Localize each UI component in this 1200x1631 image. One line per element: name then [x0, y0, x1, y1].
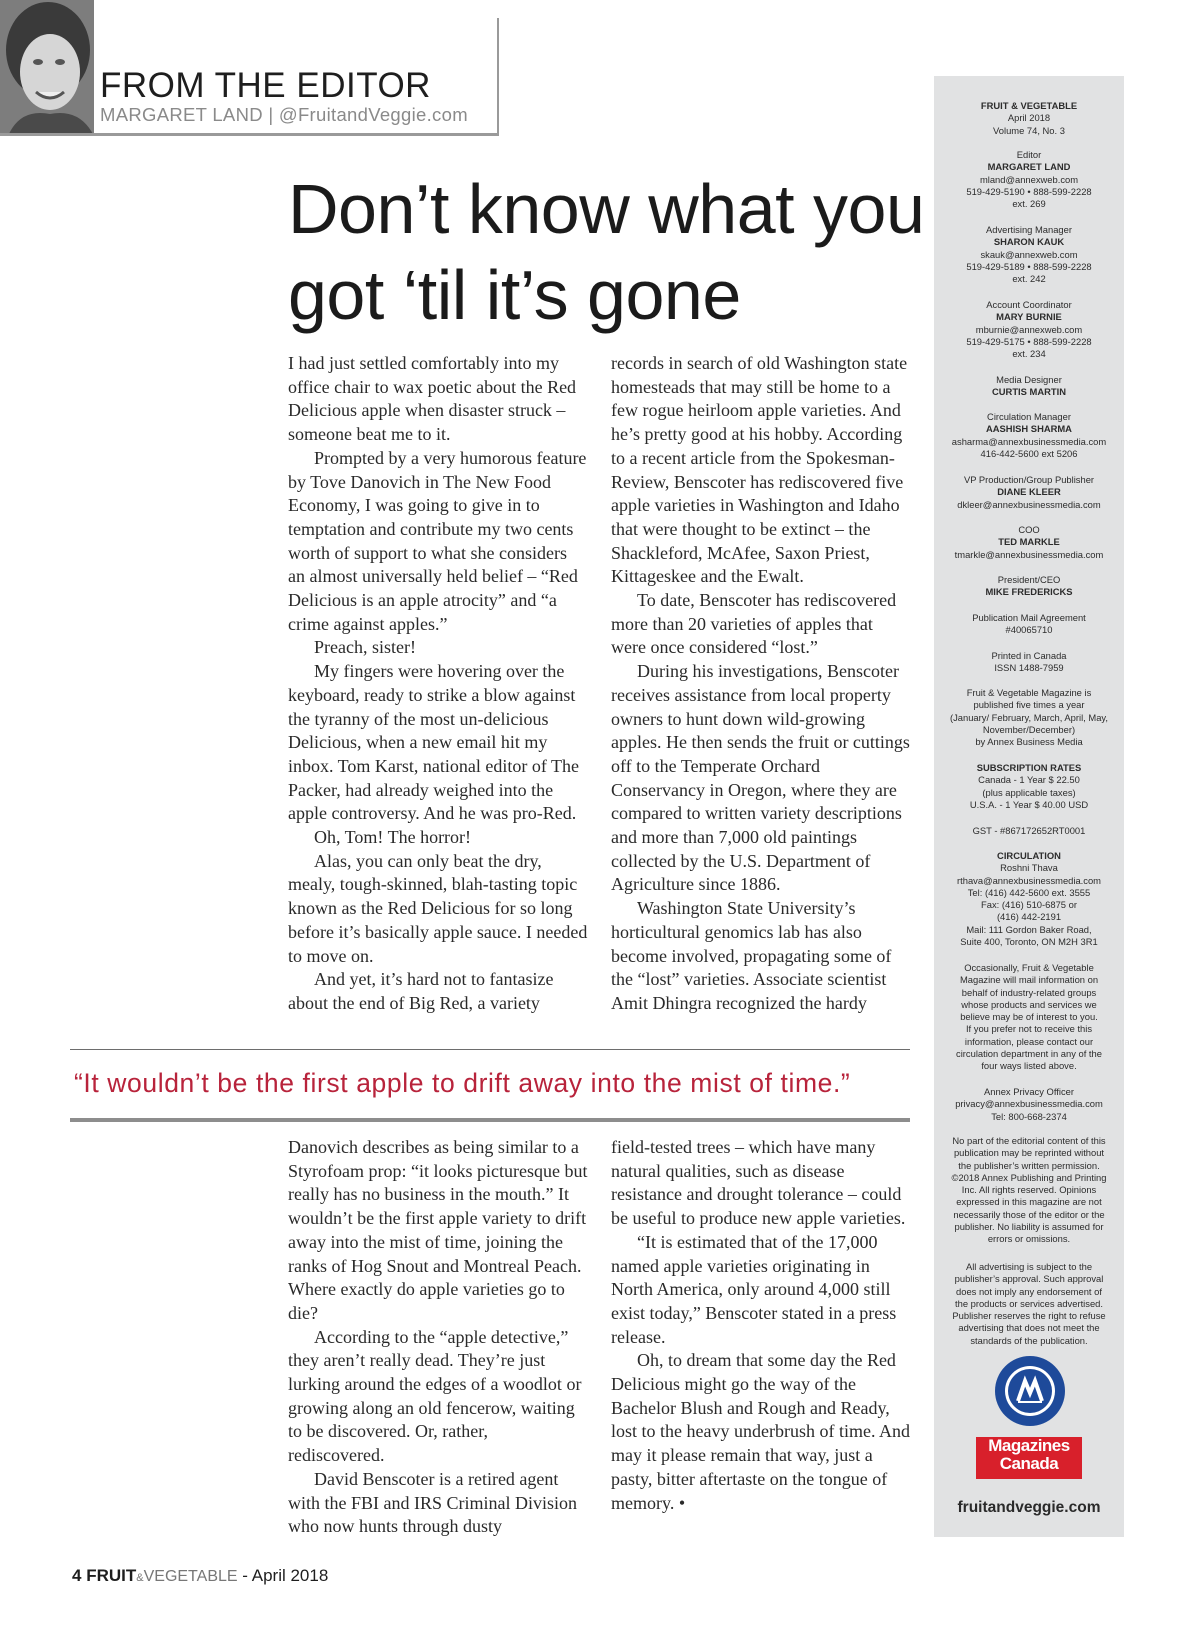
masthead-line: believe may be of interest to you.	[960, 1011, 1098, 1023]
masthead-gst: GST - #867172652RT0001	[972, 825, 1086, 836]
footer-brand-amp: &	[136, 1572, 144, 1584]
masthead-line: Inc. All rights reserved. Opinions	[961, 1184, 1097, 1196]
masthead-media-designer	[934, 374, 1124, 399]
footer-brand: FRUIT	[86, 1566, 137, 1585]
masthead-email: mland@annexweb.com	[979, 173, 1079, 185]
masthead-email: tmarkle@annexbusinessmedia.com	[954, 548, 1104, 560]
masthead-line: Suite 400, Toronto, ON M2H 3R1	[960, 936, 1098, 948]
masthead-person: MARGARET LAND	[987, 161, 1071, 173]
masthead-person: MARY BURNIE	[996, 311, 1062, 323]
masthead-account-coordinator	[934, 299, 1124, 360]
masthead-line: necessarily those of the editor or the	[953, 1208, 1105, 1220]
masthead-pub-name: FRUIT & VEGETABLE	[980, 100, 1078, 111]
masthead-line: ©2018 Annex Publishing and Printing	[951, 1171, 1107, 1183]
masthead-publication	[934, 100, 1124, 137]
editor-portrait	[0, 0, 94, 136]
article-paragraph: My fingers were hovering over the keyboard, ready to strike a blow against the tyranny of the most un-delicious Delicious, when a new email hit my inbox. Tom Karst, national editor of The Packer, had already weighed into the apple controversy. And he was pro-Red.	[288, 661, 580, 824]
pull-quote: “It wouldn’t be the first apple to drift away into the mist of time.”	[74, 1068, 851, 1098]
masthead-advertising	[934, 1261, 1124, 1347]
article-paragraph: To date, Benscoter has rediscovered more than 20 varieties of apples that were once considered “lost.”	[611, 590, 897, 658]
article-paragraph: Washington State University’s horticultural genomics lab has also become involved, propagating some of the “lost” varieties. Associate scientist Amit Dhingra recognized the hardy	[611, 898, 892, 1013]
article-paragraph: “It is estimated that of the 17,000 named apple varieties originating in North America, only around 4,000 still exist today,” Benscoter stated in a press release.	[611, 1231, 897, 1347]
masthead-email: mburnie@annexweb.com	[975, 323, 1083, 335]
masthead-subheading: CIRCULATION	[997, 850, 1061, 861]
masthead-line: whose products and services we	[961, 998, 1097, 1010]
article-headline: Don’t know what you got ‘til it’s gone	[288, 170, 925, 334]
masthead-email: skauk@annexweb.com	[980, 248, 1078, 260]
website-url[interactable]: fruitandveggie.com	[957, 1499, 1101, 1516]
masthead-line: Magazine will mail information on	[959, 974, 1099, 986]
article-paragraph: According to the “apple detective,” they aren’t really dead. They’re just lurking around the edges of a woodlot or growing along an old fencerow, waiting to be discovered. Or, rather, rediscovered.	[288, 1326, 582, 1466]
masthead-volume: Volume 74, No. 3	[993, 124, 1065, 136]
masthead-person: SHARON KAUK	[993, 236, 1065, 248]
masthead-phone: 519-429-5175 • 888-599-2228	[966, 335, 1092, 347]
masthead-phone: 519-429-5190 • 888-599-2228	[966, 185, 1092, 197]
masthead-circulation	[934, 850, 1124, 948]
article-paragraph: Alas, you can only beat the dry, mealy, tough-skinned, blah-tasting topic known as the Red Delicious for so long before it’s basically apple sauce. I needed to move on.	[288, 850, 588, 966]
masthead-person: DIANE KLEER	[997, 486, 1061, 498]
page-footer	[72, 1566, 328, 1586]
masthead-line: (416) 442-2191	[996, 911, 1062, 923]
masthead-role: Media Designer	[996, 374, 1062, 385]
masthead-printed	[934, 650, 1124, 675]
article-paragraph: And yet, it’s hard not to fantasize about the end of Big Red, a variety	[288, 969, 554, 1013]
masthead-privacy	[934, 1086, 1124, 1123]
masthead-line: (plus applicable taxes)	[982, 786, 1076, 798]
article-paragraph: Prompted by a very humorous feature by Tove Danovich in The New Food Economy, I was going to give in to temptation and contribute my two cents worth of support to what she considers an almost universally held belief – “Red Delicious is an apple atrocity” and “a crime against apples.”	[288, 447, 587, 634]
article-paragraph: Preach, sister!	[314, 637, 416, 658]
masthead-role: Advertising Manager	[986, 224, 1072, 235]
masthead-line: information, please contact our	[964, 1035, 1094, 1047]
masthead-phone: 519-429-5189 • 888-599-2228	[966, 260, 1092, 272]
masthead-phone: 416-442-5600 ext 5206	[980, 447, 1078, 459]
masthead-line: publisher’s approval. Such approval	[954, 1273, 1104, 1285]
masthead-line: Fax: (416) 510-6875 or	[981, 899, 1077, 911]
masthead-role: Editor	[1016, 149, 1042, 160]
masthead-published	[934, 687, 1124, 748]
masthead-president	[934, 574, 1124, 599]
masthead-email: dkleer@annexbusinessmedia.com	[957, 498, 1101, 510]
masthead-line: Annex Privacy Officer	[984, 1086, 1074, 1097]
masthead-line: standards of the publication.	[970, 1334, 1088, 1346]
masthead-line: circulation department in any of the	[956, 1048, 1102, 1060]
masthead-line: behalf of industry-related groups	[961, 986, 1097, 998]
aam-certified-seal-icon	[994, 1355, 1066, 1427]
masthead-line: expressed in this magazine are not	[956, 1196, 1102, 1208]
footer-brand-second: VEGETABLE	[143, 1568, 238, 1585]
masthead-line: publication may be reprinted without	[953, 1147, 1105, 1159]
masthead-line: U.S.A. - 1 Year $ 40.00 USD	[969, 798, 1089, 810]
page-number: 4	[72, 1566, 82, 1585]
masthead-coo	[934, 524, 1124, 561]
masthead-ext: ext. 234	[1012, 348, 1046, 360]
masthead-line: does not imply any endorsement of	[956, 1285, 1102, 1297]
masthead-role: VP Production/Group Publisher	[963, 474, 1095, 485]
masthead-issue-date: April 2018	[1007, 112, 1051, 124]
masthead-ext: ext. 269	[1012, 198, 1046, 210]
article-column-1	[288, 352, 588, 1016]
article-paragraph: records in search of old Washington state homesteads that may still be home to a few rogue heirloom apple varieties. And he’s pretty good at his hobby. According to a recent article from the Spokesman-Review, Benscoter has rediscovered five apple varieties in Washington and Idaho that were thought to be extinct – the Shackleford, McAfee, Saxon Priest, Kittageskee and the Ewalt.	[611, 353, 908, 587]
masthead-line: #40065710	[1005, 624, 1053, 636]
masthead-line: advertising that does not meet the	[958, 1322, 1100, 1334]
masthead-role: Account Coordinator	[986, 299, 1072, 310]
masthead-email: asharma@annexbusinessmedia.com	[951, 435, 1107, 447]
article-paragraph: David Benscoter is a retired agent with the FBI and IRS Criminal Division who now hunts through dusty	[288, 1468, 578, 1537]
masthead-line: All advertising is subject to the	[965, 1261, 1093, 1272]
masthead-copyright	[934, 1135, 1124, 1246]
masthead-line: November/December)	[982, 723, 1076, 735]
masthead-line: Occasionally, Fruit & Vegetable	[964, 962, 1094, 973]
masthead-circulation-manager	[934, 411, 1124, 460]
footer-date: - April 2018	[242, 1566, 329, 1585]
masthead-line: the publisher’s written permission.	[958, 1159, 1100, 1171]
masthead-line: No part of the editorial content of this	[952, 1135, 1106, 1146]
masthead-line: by Annex Business Media	[975, 736, 1083, 748]
masthead-line: Publisher reserves the right to refuse	[952, 1310, 1106, 1322]
article-paragraph: I had just settled comfortably into my office chair to wax poetic about the Red Delicious apple when disaster struck – someone beat me to it.	[288, 353, 577, 445]
article-paragraph: field-tested trees – which have many natural qualities, such as disease resistance and drought tolerance – could be useful to produce new apple varieties.	[611, 1137, 906, 1229]
masthead-subscription	[934, 762, 1124, 811]
masthead-role: COO	[1018, 524, 1040, 535]
masthead-line: Fruit & Vegetable Magazine is	[966, 687, 1092, 698]
masthead-line: published five times a year	[973, 699, 1085, 711]
masthead-line: Publication Mail Agreement	[972, 612, 1086, 623]
article-column-2	[611, 352, 911, 1016]
masthead-line: privacy@annexbusinessmedia.com	[955, 1098, 1103, 1110]
masthead-person: MIKE FREDERICKS	[985, 586, 1073, 598]
editor-portrait-image	[0, 0, 94, 136]
magazines-canada-logo-line: Canada	[999, 1454, 1059, 1473]
masthead-line: Tel: (416) 442-5600 ext. 3555	[967, 886, 1091, 898]
masthead-line: ISSN 1488-7959	[994, 662, 1064, 674]
masthead-line: Roshni Thava	[1000, 862, 1058, 874]
masthead-line: publisher. No liability is assumed for	[954, 1221, 1104, 1233]
magazines-canada-logo-line: Magazines	[988, 1436, 1070, 1455]
masthead-line: Canada - 1 Year $ 22.50	[978, 774, 1080, 786]
masthead-line: four ways listed above.	[981, 1060, 1077, 1072]
magazines-canada-logo	[976, 1437, 1082, 1479]
masthead-line: (January/ February, March, April, May,	[949, 711, 1109, 723]
section-label: FROM THE EDITOR	[100, 66, 431, 105]
masthead-vp-production	[934, 474, 1124, 511]
article-column-4	[611, 1136, 911, 1515]
masthead-role: President/CEO	[997, 574, 1061, 585]
masthead-line: Printed in Canada	[991, 650, 1067, 661]
masthead-person: CURTIS MARTIN	[992, 386, 1066, 398]
masthead-line: rthava@annexbusinessmedia.com	[957, 874, 1101, 886]
masthead-person: TED MARKLE	[998, 536, 1060, 548]
article-paragraph: Oh, to dream that some day the Red Delicious might go the way of the Bachelor Blush and Rough and Ready, lost to the heavy underbrush of time. And may it please remain that way, just a pasty, bitter aftertaste on the tongue of memory. •	[611, 1350, 910, 1513]
article-paragraph: During his investigations, Benscoter receives assistance from local property owners to hunt down wild-growing apples. He then sends the fruit or cuttings off to the Temperate Orchard Conservancy in Oregon, where they are compared to written variety descriptions and more than 7,000 old paintings collected by the U.S. Department of Agriculture since 1886.	[611, 661, 910, 895]
byline: MARGARET LAND | @FruitandVeggie.com	[100, 104, 468, 125]
article-column-3	[288, 1136, 588, 1539]
header-rule-horizontal	[0, 133, 499, 136]
masthead-line: errors or omissions.	[987, 1233, 1071, 1245]
masthead-subheading: SUBSCRIPTION RATES	[976, 762, 1082, 773]
masthead-occasionally	[934, 962, 1124, 1073]
masthead-ext: ext. 242	[1012, 273, 1046, 285]
header-rule-vertical	[497, 18, 499, 136]
article-paragraph: Danovich describes as being similar to a Styrofoam prop: “it looks picturesque but really has no business in the mouth.” It wouldn’t be the first apple variety to drift away into the mist of time, joining the ranks of Hog Snout and Montreal Peach. Where exactly do apple varieties go to die?	[288, 1137, 588, 1323]
masthead-ad-manager	[934, 224, 1124, 285]
masthead-line: If you prefer not to receive this	[965, 1023, 1093, 1035]
masthead-line: the products or services advertised.	[955, 1297, 1103, 1309]
masthead-mail-agreement	[934, 612, 1124, 637]
pull-quote-rule-top	[70, 1049, 910, 1050]
masthead-sidebar	[934, 76, 1124, 1537]
masthead-editor	[934, 149, 1124, 210]
pull-quote-rule-bottom	[70, 1118, 910, 1122]
masthead-line: Mail: 111 Gordon Baker Road,	[966, 923, 1092, 935]
masthead-role: Circulation Manager	[987, 411, 1071, 422]
masthead-line: Tel: 800-668-2374	[991, 1110, 1067, 1122]
masthead-person: AASHISH SHARMA	[986, 423, 1072, 435]
article-paragraph: Oh, Tom! The horror!	[314, 827, 472, 848]
